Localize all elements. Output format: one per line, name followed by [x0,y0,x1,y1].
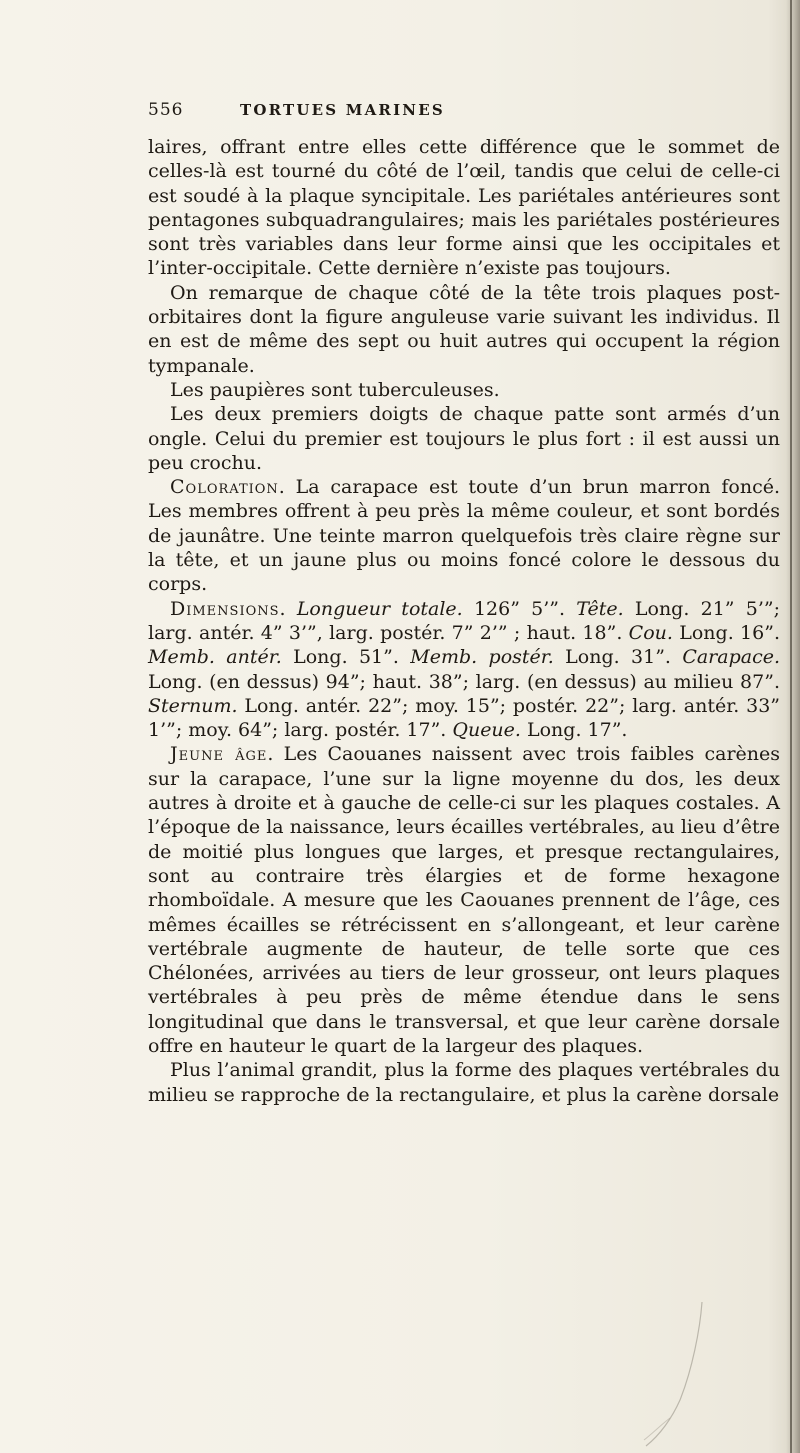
text-run: Les deux premiers doigts de chaque patte sont armés d’un ongle. Celui du premier est toujours le plus fort : il est aussi un peu crochu. [148,403,780,474]
running-header [148,100,793,126]
text-run: Plus l’animal grandit, plus la forme des plaques vertébrales du milieu se rapproche de la rectangulaire, et plus la carène dorsale [148,1059,780,1106]
italic-label: Queue. [452,719,521,742]
text-run: . [279,597,297,620]
text-run: Long. 16”. [672,621,780,644]
paragraph [148,378,780,402]
page-number: 556 [148,100,184,120]
text-run: . Les Caouanes naissent avec trois faibles carènes sur la carapace, l’une sur la ligne moyenne du dos, les deux autres à droite et à gauche de celle-ci sur les plaques costales. A l’époque de la naissance, leurs écailles vertébrales, au lieu d’être de moitié plus longues que larges, et presque rectangulaires, sont au contraire très élargies et de forme hexagone rhomboïdale. A mesure que les Caouanes prennent de l’âge, ces mêmes écailles se rétrécissent en s’allongeant, et leur carène vertébrale augmente de hauteur, de telle sorte que ces Chélonées, arrivées au tiers de leur grosseur, ont leurs plaques vertébrales à peu près de même étendue dans le sens longitudinal que dans le transversal, et que leur carène dorsale offre en hauteur le quart de la largeur des plaques. [148,743,780,1057]
paragraph [148,135,780,281]
italic-label: Longueur totale. [296,597,463,620]
text-run: Les paupières sont tuberculeuses. [170,378,500,401]
paragraph [148,597,780,743]
italic-label: Carapace. [682,646,781,669]
italic-label: Memb. postér. [410,646,554,669]
pencil-mark [640,1300,760,1450]
paragraph [148,402,780,475]
section-heading: Jeune âge [170,743,268,766]
section-heading: Dimensions [170,597,280,620]
text-run: Long. (en dessus) 94”; haut. 38”; larg. (en dessus) au milieu 87”. [148,670,780,693]
text-run: On remarque de chaque côté de la tête trois plaques post-orbitaires dont la figure anguleuse varie suivant les individus. Il en est de même des sept ou huit autres qui occupent la région tympanale. [148,281,780,377]
text-run: Long. 17”. [520,719,628,742]
text-run: Long. 21” 5’”; larg. antér. 4” 3’”, larg. postér. 7” 2’” ; haut. 18”. [148,597,780,644]
italic-label: Memb. antér. [148,646,282,669]
italic-label: Cou. [628,621,673,644]
text-run: Long. 51”. [281,646,411,669]
italic-label: Tête. [576,597,624,620]
paragraph [148,742,780,1058]
text-run: laires, offrant entre elles cette différence que le sommet de celles-là est tourné du côté de l’œil, tandis que celui de celle-ci est soudé à la plaque syncipitale. Les pariétales antérieures sont pentagones subquadrangulaires; mais les pariétales postérieures sont très variables dans leur forme ainsi que les occipitales et l’inter-occipitale. Cette dernière n’existe pas toujours. [148,136,780,280]
paragraph [148,1058,780,1107]
text-run: Long. 31”. [553,646,683,669]
paragraph [148,475,780,596]
italic-label: Sternum. [148,694,238,717]
text-run: 126” 5’”. [462,597,577,620]
paragraph [148,281,780,378]
running-title: TORTUES MARINES [240,101,445,119]
text-run: Long. antér. 22”; moy. 15”; postér. 22”; larg. antér. 33” 1’”; moy. 64”; larg. postér. 17”. [148,694,780,742]
page-edge-shadow [786,0,800,1453]
section-heading: Coloration [170,476,279,499]
page-edge-line [790,0,792,1453]
body-text [148,135,780,1107]
text-run: . La carapace est toute d’un brun marron foncé. Les membres offrent à peu près la même couleur, et sont bordés de jaunâtre. Une teinte marron quelquefois très claire règne sur la tête, et un jaune plus ou moins foncé colore le dessous du corps. [148,476,780,596]
